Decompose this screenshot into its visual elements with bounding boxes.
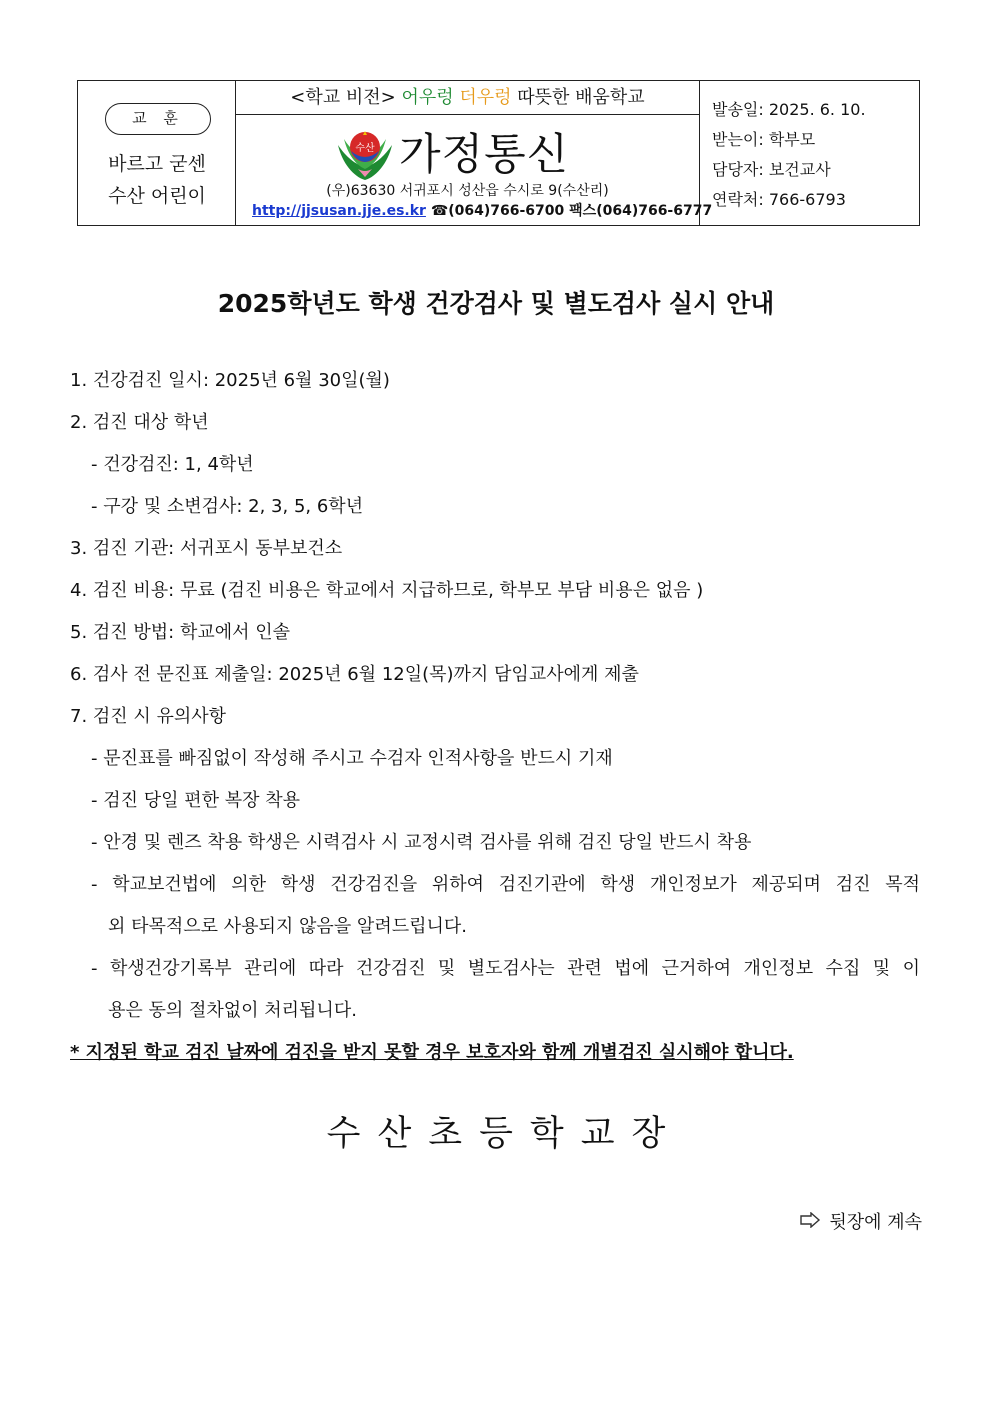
newsletter-title: 가정통신 (399, 130, 570, 180)
person-in-charge: 담당자: 보건교사 (712, 160, 831, 179)
motto-line: 수산 어린이 (108, 185, 206, 207)
vision-green: 어우렁 (401, 87, 454, 108)
arrow-right-outline-icon (799, 1212, 821, 1228)
important-notice: * 지정된 학교 검진 날짜에 검진을 받지 못할 경우 보호자와 함께 개별검진 실시해야 합니다. (70, 1042, 794, 1063)
body-line: 7. 검진 시 유의사항 (70, 706, 227, 727)
motto-badge: 교 훈 (105, 103, 211, 135)
vision-orange: 더우렁 (459, 87, 512, 108)
body-line: - 구강 및 소변검사: 2, 3, 5, 6학년 (91, 496, 364, 517)
body-line: - 문진표를 빠짐없이 작성해 주시고 수검자 인적사항을 반드시 기재 (91, 748, 613, 769)
document-title: 2025학년도 학생 건강검사 및 별도검사 실시 안내 (217, 289, 775, 318)
contact-number: 연락처: 766-6793 (712, 190, 846, 209)
svg-text:수산: 수산 (355, 143, 375, 154)
school-vision (236, 81, 699, 115)
continue-label: 뒷장에 계속 (829, 1212, 922, 1233)
newsletter-header (77, 80, 920, 226)
body-line: 외 타목적으로 사용되지 않음을 알려드립니다. (108, 916, 467, 937)
motto-panel (78, 81, 236, 225)
vision-suffix: 따뜻한 배움학교 (511, 87, 645, 108)
delivery-info-panel (700, 81, 919, 225)
body-line: - 검진 당일 편한 복장 착용 (91, 790, 300, 811)
body-line: 용은 동의 절차없이 처리됩니다. (108, 1000, 357, 1021)
school-phone: ☎(064)766-6700 팩스(064)766-6777 (430, 203, 713, 219)
body-line: 4. 검진 비용: 무료 (검진 비용은 학교에서 지급하므로, 학부모 부담 비용은 없음 ) (70, 580, 704, 601)
principal-signature: 수산초등학교장 (326, 1114, 683, 1154)
school-contact (252, 200, 712, 220)
send-date: 발송일: 2025. 6. 10. (712, 100, 866, 119)
continue-note (799, 1208, 922, 1234)
title-panel (236, 81, 713, 225)
body-line: 5. 검진 방법: 학교에서 인솔 (70, 622, 291, 643)
body-line: 1. 건강검진 일시: 2025년 6월 30일(월) (70, 370, 390, 391)
motto-line: 바르고 굳센 (108, 153, 206, 175)
body-line: 3. 검진 기관: 서귀포시 동부보건소 (70, 538, 343, 559)
school-logo-icon (334, 125, 396, 181)
body-line: - 학교보건법에 의한 학생 건강검진을 위하여 검진기관에 학생 개인정보가 제공되며 검진 목적 (91, 874, 920, 895)
recipient: 받는이: 학부모 (712, 130, 816, 149)
body-line: 6. 검사 전 문진표 제출일: 2025년 6월 12일(목)까지 담임교사에게 제출 (70, 664, 639, 685)
body-line: - 안경 및 렌즈 착용 학생은 시력검사 시 교정시력 검사를 위해 검진 당일 반드시 착용 (91, 832, 752, 853)
body-line: - 학생건강기록부 관리에 따라 건강검진 및 별도검사는 관련 법에 근거하여 개인정보 수집 및 이 (91, 958, 920, 979)
body-line: - 건강검진: 1, 4학년 (91, 454, 254, 475)
vision-prefix: <학교 비전> (290, 87, 402, 108)
school-website-link[interactable]: http://jjsusan.jje.es.kr (252, 203, 426, 219)
school-address: (우)63630 서귀포시 성산읍 수시로 9(수산리) (326, 183, 609, 199)
body-line: 2. 검진 대상 학년 (70, 412, 209, 433)
